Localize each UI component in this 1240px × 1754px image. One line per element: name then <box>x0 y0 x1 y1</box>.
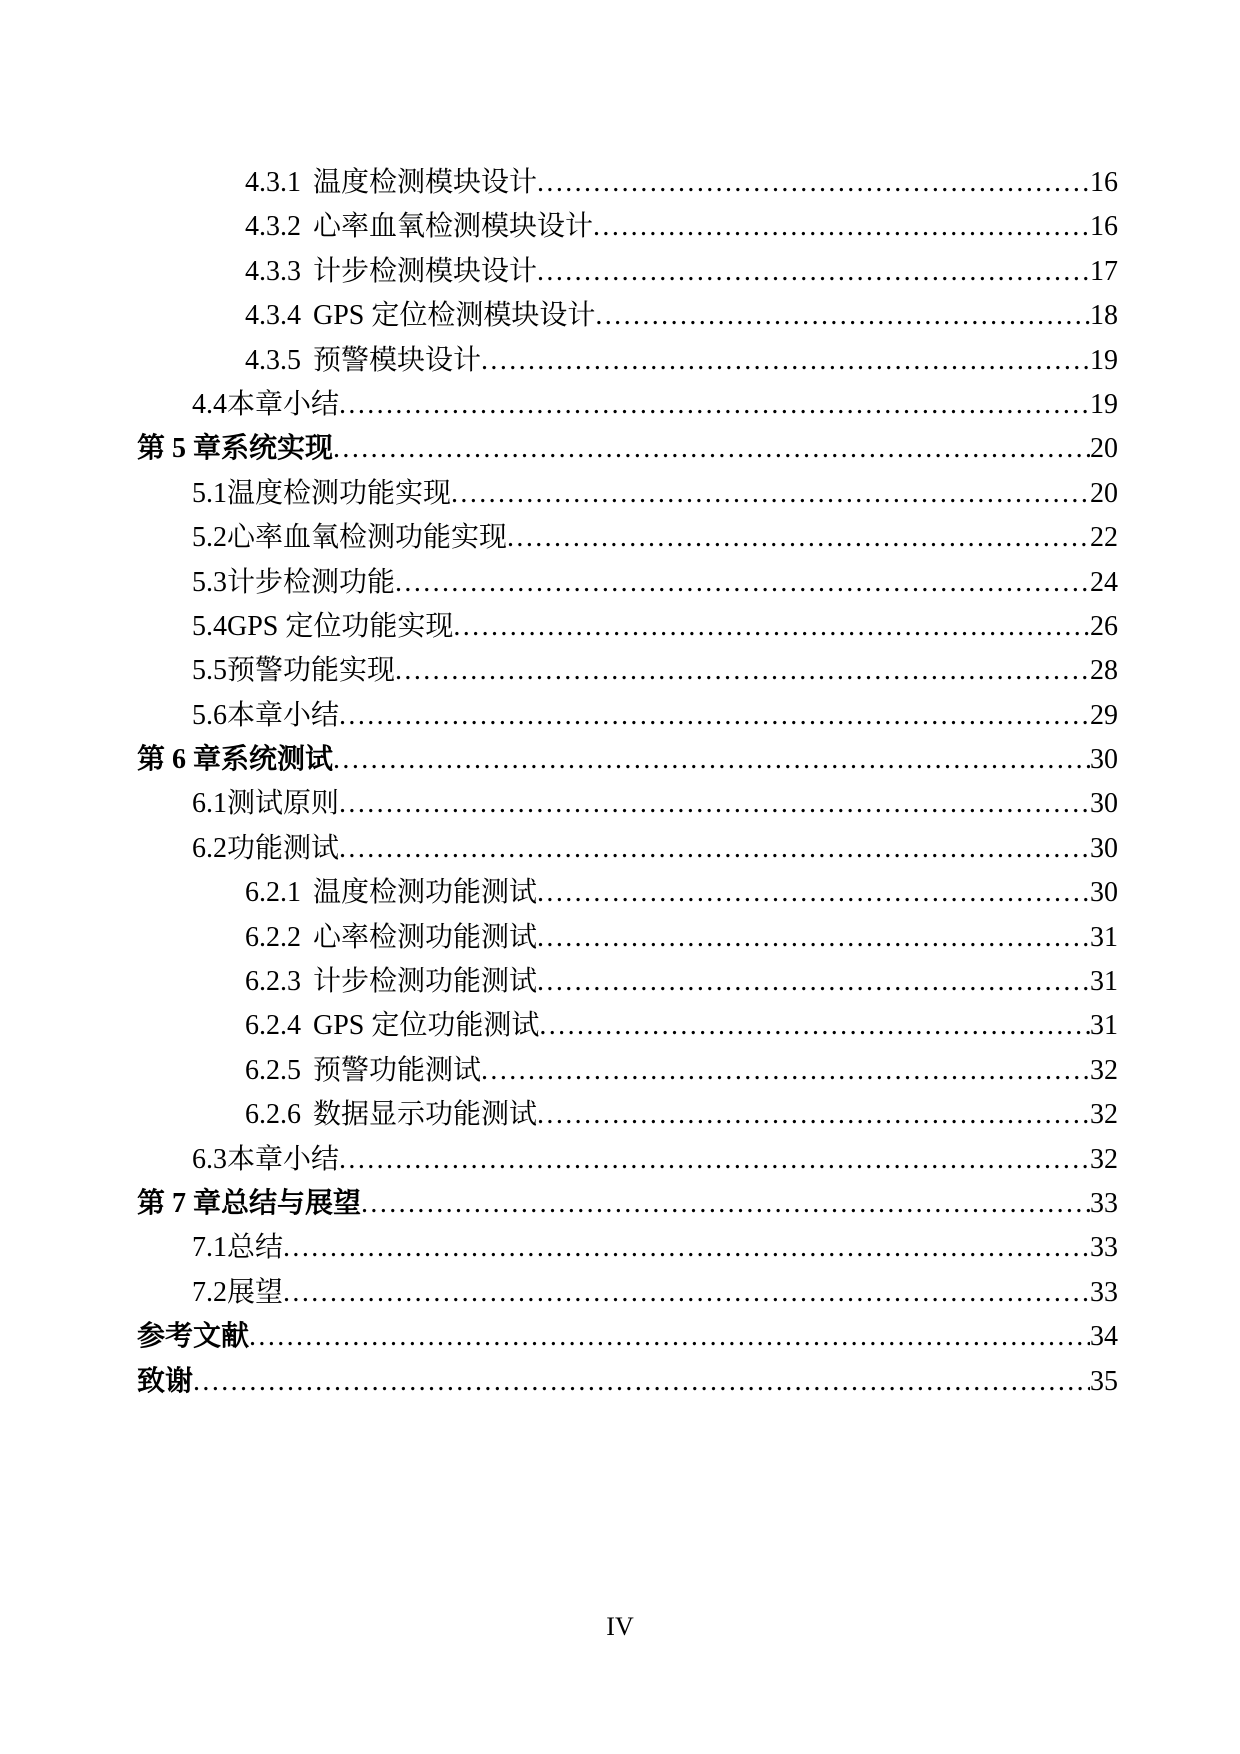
dot-leader <box>537 966 1090 998</box>
dot-leader <box>339 700 1090 732</box>
toc-entry-number: 5.4 <box>192 610 227 642</box>
toc-entry-number: 4.3.3 <box>245 255 301 287</box>
toc-entry-page: 35 <box>1090 1365 1118 1397</box>
toc-entry-number: 5.3 <box>192 566 227 598</box>
toc-entry <box>137 160 1118 204</box>
dot-leader <box>339 833 1090 865</box>
toc-entry-number: 第 7 章 <box>137 1187 222 1219</box>
dot-leader <box>537 1099 1090 1131</box>
toc-entry-number: 6.3 <box>192 1143 227 1175</box>
toc-entry-number: 6.2.6 <box>245 1099 301 1131</box>
dot-leader <box>537 877 1090 909</box>
toc-entry-title: 总结 <box>227 1232 284 1264</box>
toc-entry-number: 6.2.2 <box>245 921 301 953</box>
dot-leader <box>283 1232 1090 1264</box>
toc-entry-page: 31 <box>1090 921 1118 953</box>
toc-entry-page: 29 <box>1090 699 1118 731</box>
toc-entry-title: 预警模块设计 <box>313 344 482 376</box>
toc-entry-title: 心率血氧检测模块设计 <box>313 211 594 243</box>
dot-leader <box>333 744 1090 776</box>
toc-entry-page: 16 <box>1090 211 1118 243</box>
toc-entry <box>137 1225 1118 1269</box>
toc-entry <box>137 737 1118 781</box>
toc-entry-page: 30 <box>1090 744 1118 776</box>
toc-entry <box>137 1359 1118 1403</box>
dot-leader <box>537 167 1090 199</box>
toc-entry <box>137 1270 1118 1314</box>
toc-entry-page: 33 <box>1090 1276 1118 1308</box>
toc-entry-title: GPS 定位功能测试 <box>313 1010 540 1042</box>
toc-entry <box>137 293 1118 337</box>
toc-entry-title: 心率血氧检测功能实现 <box>227 522 508 554</box>
toc-entry-page: 32 <box>1090 1054 1118 1086</box>
toc-entry-page: 33 <box>1090 1187 1118 1219</box>
toc-entry-page: 31 <box>1090 966 1118 998</box>
toc-entry-page: 17 <box>1090 255 1118 287</box>
toc-entry-page: 30 <box>1090 832 1118 864</box>
dot-leader <box>333 433 1090 465</box>
toc-entry-title: GPS 定位功能实现 <box>227 610 454 642</box>
toc-entry-number: 5.5 <box>192 655 227 687</box>
dot-leader <box>361 1188 1090 1220</box>
toc-entry <box>137 781 1118 825</box>
toc-entry-number: 7.2 <box>192 1276 227 1308</box>
toc-entry-number: 6.2 <box>192 832 227 864</box>
toc-entry-number: 5.2 <box>192 522 227 554</box>
toc-entry-page: 26 <box>1090 610 1118 642</box>
toc-entry <box>137 382 1118 426</box>
toc-entry-number: 第 5 章 <box>137 433 222 465</box>
toc-entry-title: 计步检测功能测试 <box>313 966 538 998</box>
toc-entry-number: 5.1 <box>192 477 227 509</box>
toc-entry-number: 4.4 <box>192 388 227 420</box>
toc-entry-title-part: 谢 <box>165 1365 194 1397</box>
toc-entry <box>137 204 1118 248</box>
toc-entry <box>137 1092 1118 1136</box>
toc-entry-number: 6.2.4 <box>245 1010 301 1042</box>
toc-entry <box>137 870 1118 914</box>
dot-leader <box>339 788 1090 820</box>
toc-entry-page: 20 <box>1090 477 1118 509</box>
dot-leader <box>283 1277 1090 1309</box>
toc-entry <box>137 604 1118 648</box>
toc-entry-title: 功能测试 <box>227 832 340 864</box>
toc-entry <box>137 1181 1118 1225</box>
dot-leader <box>249 1321 1090 1353</box>
toc-entry-number: 4.3.2 <box>245 211 301 243</box>
toc-entry-title <box>137 1359 193 1399</box>
toc-entry-title: 展望 <box>227 1276 284 1308</box>
toc-entry-title: 预警功能实现 <box>227 655 396 687</box>
toc-entry-number: 4.3.5 <box>245 344 301 376</box>
dot-leader <box>481 345 1090 377</box>
toc-entry-page: 33 <box>1090 1232 1118 1264</box>
dot-leader <box>339 389 1090 421</box>
dot-leader <box>537 922 1090 954</box>
toc-entry-number: 6.2.5 <box>245 1054 301 1086</box>
toc-entry-number: 4.3.1 <box>245 167 301 198</box>
toc-entry-title: 计步检测模块设计 <box>313 255 538 287</box>
toc-entry-title: 本章小结 <box>227 388 340 420</box>
toc-entry <box>137 426 1118 470</box>
toc-entry <box>137 471 1118 515</box>
toc-entry-page: 24 <box>1090 566 1118 598</box>
toc-entry-page: 19 <box>1090 344 1118 376</box>
toc-entry-page: 32 <box>1090 1099 1118 1131</box>
toc-entry-title: 总结与展望 <box>221 1187 362 1219</box>
toc-entry-page: 22 <box>1090 522 1118 554</box>
toc-entry-number: 6.2.3 <box>245 966 301 998</box>
toc-entry-page: 28 <box>1090 655 1118 687</box>
dot-leader <box>395 567 1090 599</box>
toc-entry-page: 20 <box>1090 433 1118 465</box>
toc-entry-title: 预警功能测试 <box>313 1054 482 1086</box>
toc-entry-number: 7.1 <box>192 1232 227 1264</box>
toc-entry-number: 6.2.1 <box>245 877 301 909</box>
toc-entry-title: 数据显示功能测试 <box>313 1099 538 1131</box>
dot-leader <box>453 611 1090 643</box>
toc-entry-number: 6.1 <box>192 788 227 820</box>
toc-entry-title: 系统测试 <box>221 744 334 776</box>
toc-entry-title: 本章小结 <box>227 1143 340 1175</box>
toc-entry <box>137 1048 1118 1092</box>
toc-entry-title: 心率检测功能测试 <box>313 921 538 953</box>
toc-entry-title: GPS 定位检测模块设计 <box>313 300 596 332</box>
dot-leader <box>507 522 1090 554</box>
toc-entry <box>137 826 1118 870</box>
dot-leader <box>595 300 1090 332</box>
toc-entry-page: 32 <box>1090 1143 1118 1175</box>
dot-leader <box>593 211 1090 243</box>
dot-leader <box>481 1055 1090 1087</box>
toc-entry-title: 参考文献 <box>137 1321 250 1353</box>
toc-entry <box>137 915 1118 959</box>
toc-entry-title: 测试原则 <box>227 788 340 820</box>
toc-entry-page: 34 <box>1090 1321 1118 1353</box>
toc-entry-number: 5.6 <box>192 699 227 731</box>
dot-leader <box>339 1144 1090 1176</box>
toc-entry-page: 30 <box>1090 877 1118 909</box>
toc-entry <box>137 693 1118 737</box>
toc-entry <box>137 560 1118 604</box>
dot-leader <box>539 1010 1090 1042</box>
toc-entry-title: 本章小结 <box>227 699 340 731</box>
toc-entry-number: 第 6 章 <box>137 744 222 776</box>
toc-entry-page: 16 <box>1090 167 1118 198</box>
toc-entry-title-part: 致 <box>137 1365 166 1397</box>
toc-entry-title: 系统实现 <box>221 433 334 465</box>
toc-entry-title: 温度检测功能实现 <box>227 477 452 509</box>
dot-leader <box>451 478 1090 510</box>
toc-entry <box>137 1314 1118 1358</box>
dot-leader <box>537 256 1090 288</box>
toc-entry-title: 计步检测功能 <box>227 566 396 598</box>
toc-entry <box>137 648 1118 692</box>
toc-entry-page: 19 <box>1090 388 1118 420</box>
toc-entry <box>137 959 1118 1003</box>
footer-page-number: IV <box>606 1612 634 1641</box>
dot-leader <box>395 655 1090 687</box>
dot-leader <box>193 1366 1090 1398</box>
toc-entry <box>137 515 1118 559</box>
toc-entry-page: 31 <box>1090 1010 1118 1042</box>
toc-entry <box>137 249 1118 293</box>
toc-entry-page: 30 <box>1090 788 1118 820</box>
toc-entry <box>137 1003 1118 1047</box>
toc-entry-page: 18 <box>1090 300 1118 332</box>
toc-entry-number: 4.3.4 <box>245 300 301 332</box>
toc-entry-title: 温度检测模块设计 <box>313 167 538 198</box>
toc-list <box>137 160 1118 1403</box>
toc-entry <box>137 1137 1118 1181</box>
toc-entry-title: 温度检测功能测试 <box>313 877 538 909</box>
toc-entry <box>137 338 1118 382</box>
